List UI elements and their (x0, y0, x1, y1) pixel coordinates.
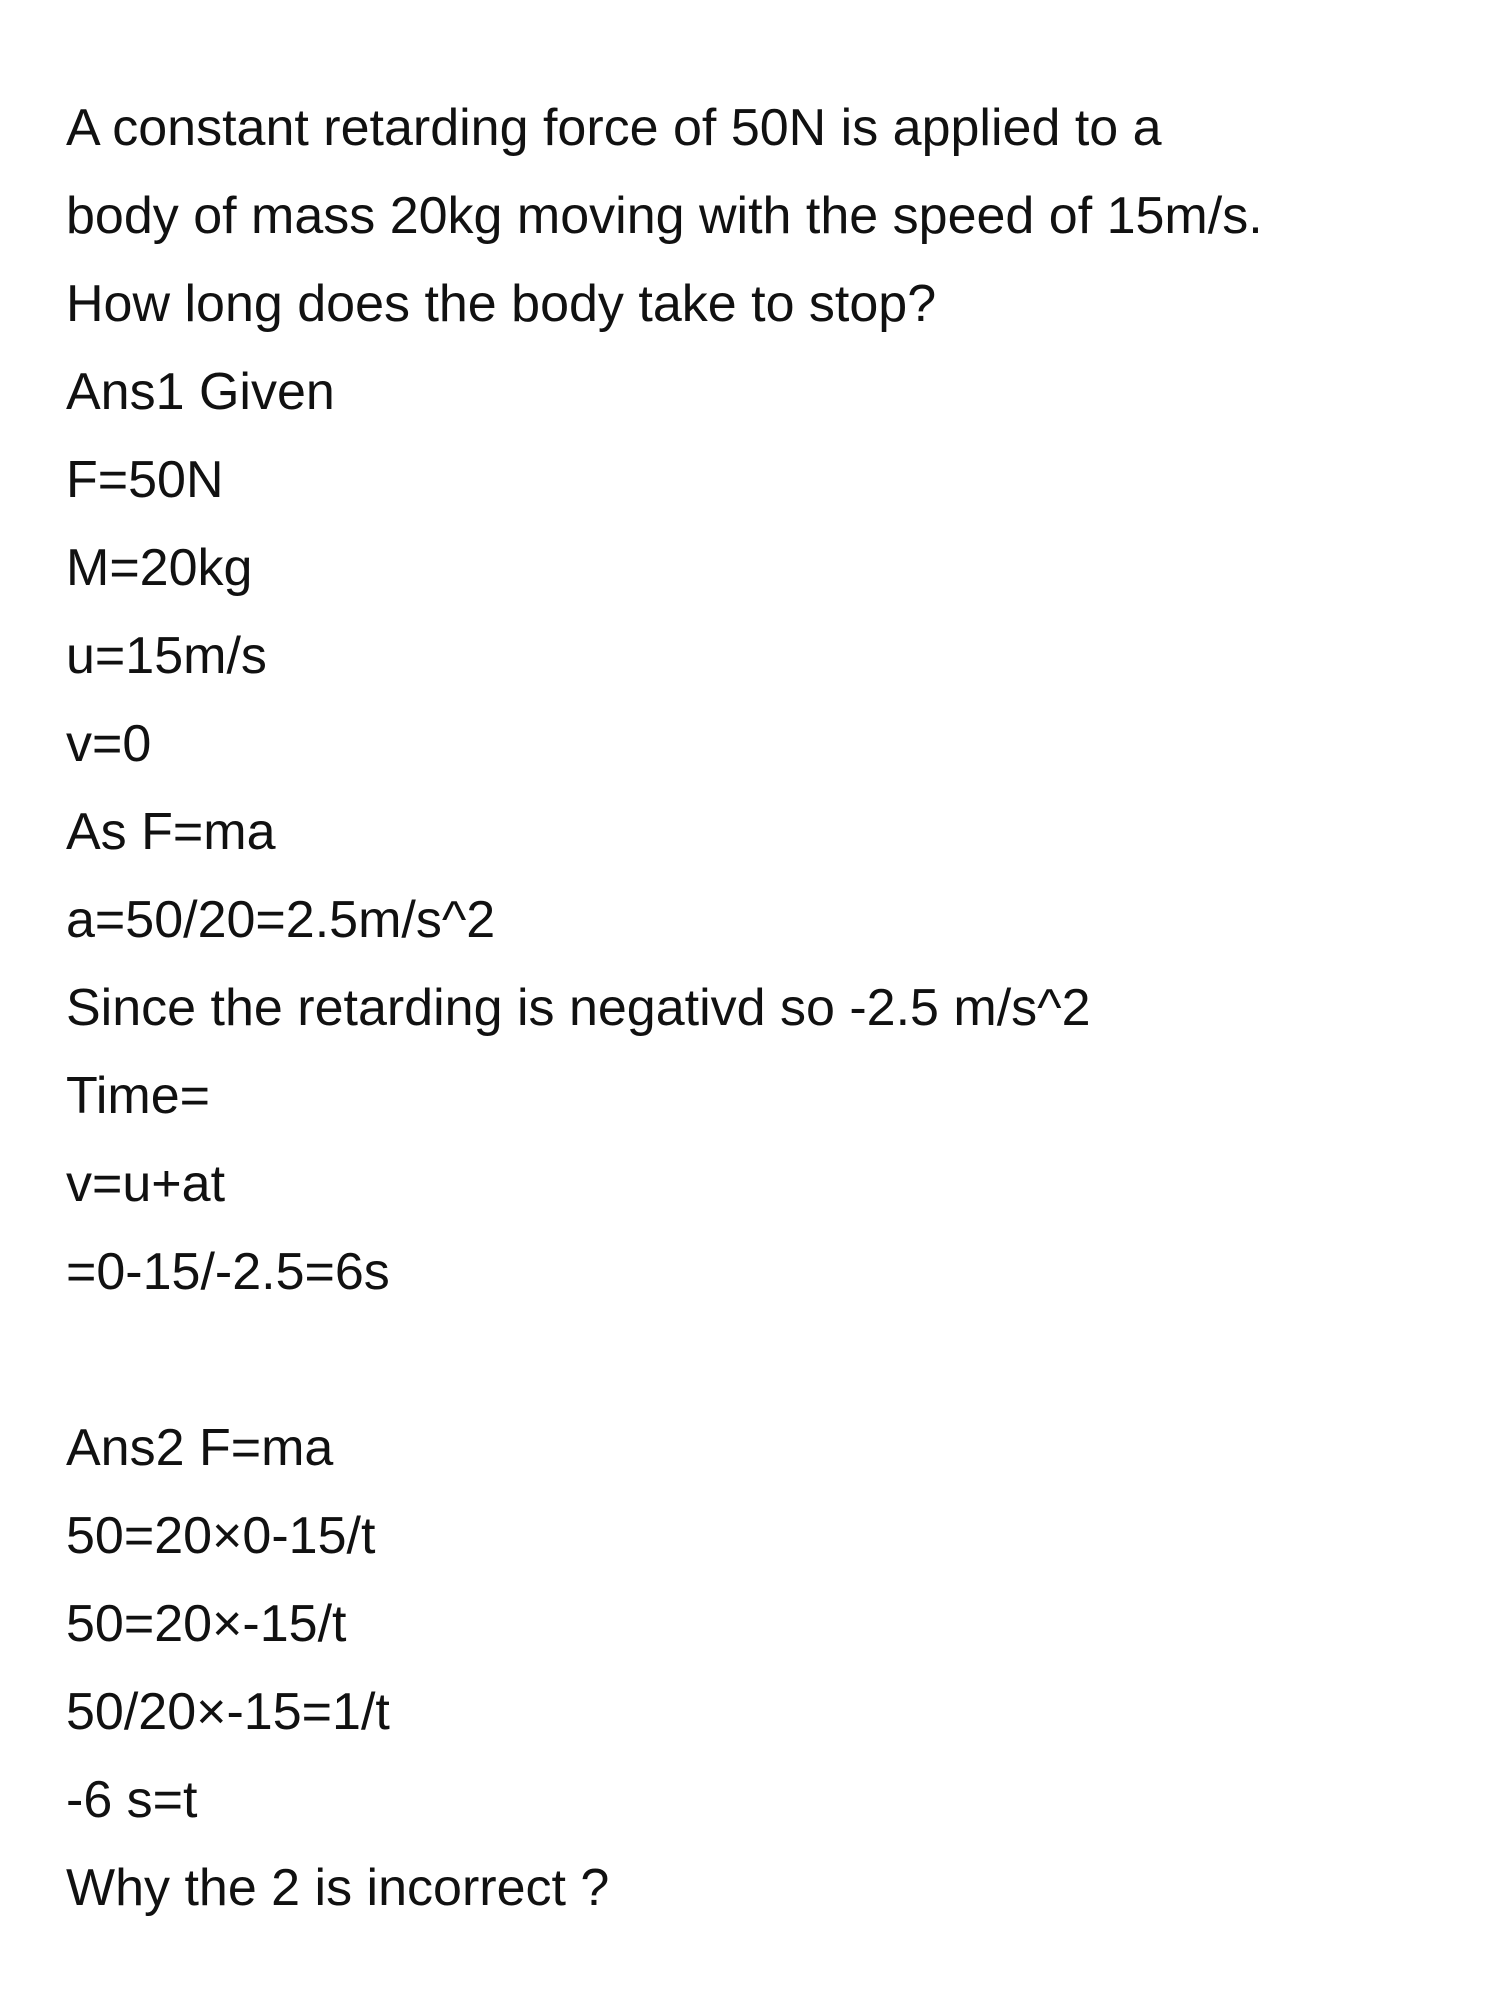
answer1-line: Since the retarding is negativd so -2.5 m/s^2 (66, 979, 1091, 1037)
answer1-line: =0-15/-2.5=6s (66, 1243, 390, 1301)
paragraph-spacer (66, 1316, 1466, 1404)
answer2-line: 50=20×0-15/t (66, 1507, 376, 1565)
answer1-heading: Ans1 Given (66, 363, 335, 421)
answer2-line: -6 s=t (66, 1771, 198, 1829)
answer1-line: a=50/20=2.5m/s^2 (66, 891, 496, 949)
answer2-line: 50=20×-15/t (66, 1595, 347, 1653)
question-line-2: body of mass 20kg moving with the speed of 15m/s. (66, 187, 1263, 245)
question-line-3: How long does the body take to stop? (66, 275, 937, 333)
answer1-line: v=0 (66, 715, 152, 773)
document-body (66, 84, 1466, 1932)
question-line-1: A constant retarding force of 50N is applied to a (66, 99, 1162, 157)
answer2-line: 50/20×-15=1/t (66, 1683, 390, 1741)
closing-question: Why the 2 is incorrect ? (66, 1859, 610, 1917)
answer1-line: u=15m/s (66, 627, 267, 685)
answer2-heading: Ans2 F=ma (66, 1419, 334, 1477)
answer1-line: M=20kg (66, 539, 253, 597)
answer1-line: As F=ma (66, 803, 276, 861)
answer1-line: Time= (66, 1067, 210, 1125)
answer1-line: F=50N (66, 451, 224, 509)
answer1-line: v=u+at (66, 1155, 226, 1213)
